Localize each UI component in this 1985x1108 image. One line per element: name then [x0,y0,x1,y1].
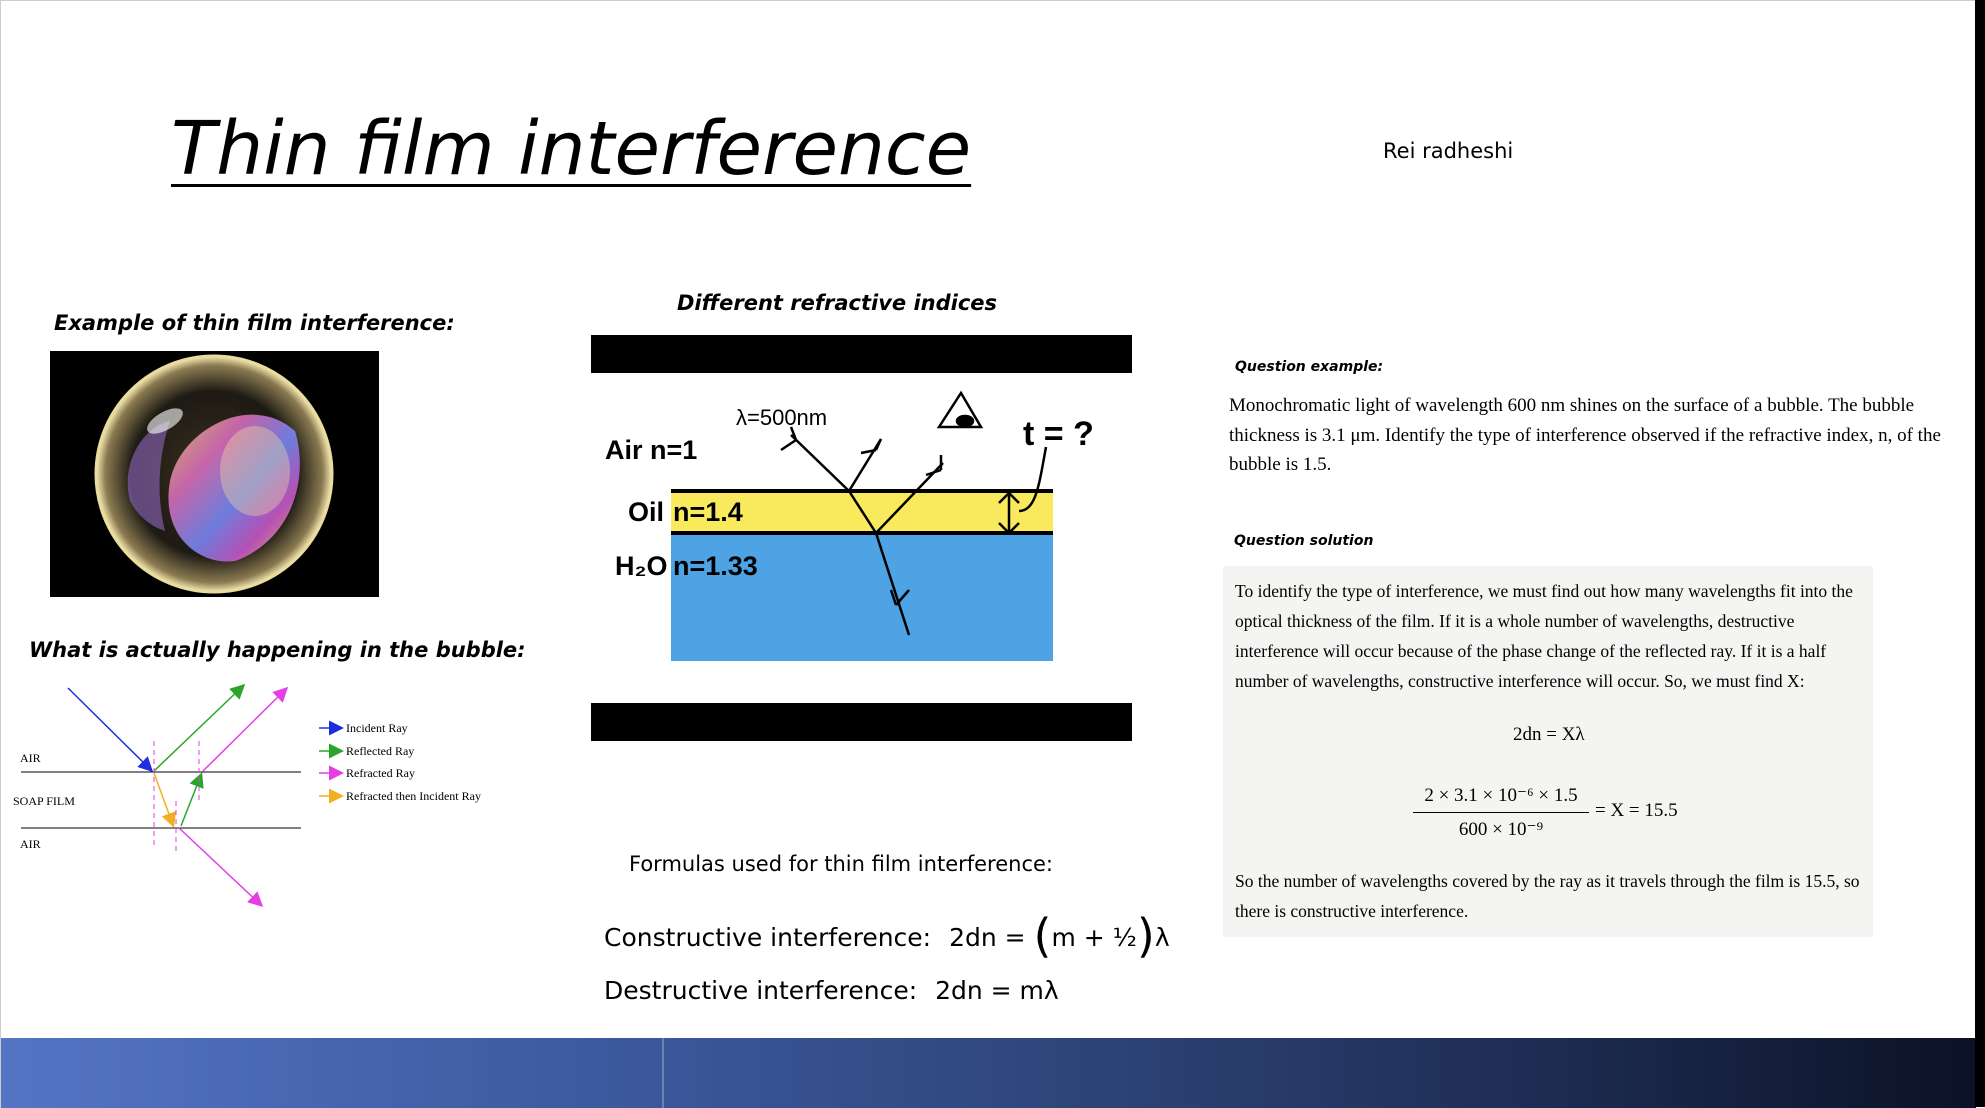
oil-index: n=1.4 [673,497,743,527]
layer-label: AIR [20,837,41,851]
constructive-lhs: 2dn = [949,923,1026,952]
layer-label: AIR [20,751,41,765]
top-bar [591,335,1132,373]
water-label: H₂O [615,551,668,581]
window-edge [1975,0,1985,1107]
soap-bubble-illustration [50,351,379,597]
destructive-formula [604,976,1059,1005]
solution-label: Question solution [1234,533,1374,549]
thickness-label: t = ? [1023,415,1094,453]
refracted-incident-ray [154,773,173,825]
wavelength-label: λ=500nm [736,405,828,430]
reflected-ray [154,686,243,771]
question-label: Question example: [1235,359,1384,375]
constructive-label: Constructive interference: [604,923,932,952]
legend-incident: Incident Ray [346,721,408,735]
question-text: Monochromatic light of wavelength 600 nm shines on the surface of a bubble. The bubble thickness is 3.1 μm. Identify the type of interference observed if the refractive index, n, of the bubble is 1.5. [1229,395,1941,475]
page-title: Thin film interference [171,106,972,192]
internal-reflected-ray [181,775,201,826]
air-label: Air n=1 [605,435,698,465]
water-index: n=1.33 [673,551,758,581]
soap-bubble-image [50,351,379,597]
legend-refracted-incident: Refracted then Incident Ray [346,789,481,803]
ray-diagram [11,681,506,921]
oil-label: Oil [628,497,665,527]
refraction-diagram-svg [591,335,1132,741]
author-name: Rei radheshi [1383,139,1514,163]
constructive-formula: Constructive interference: 2dn = (m + ½)λ [604,909,1170,963]
solution-conclusion: So the number of wavelengths covered by the ray as it travels through the film is 15.5, so there is constructive interference. [1235,871,1860,921]
fraction-denominator: 600 × 10⁻⁹ [1458,819,1544,840]
ray-diagram-svg [11,681,506,921]
solution-text: To identify the type of interference, we must find out how many wavelengths fit into the optical thickness of the film. If it is a whole number of wavelengths, destructive interference will occur because of the phase change of the reflected ray. If it is a half number of wavelengths, constructive interference will occur. So, we must find X: [1235,581,1853,691]
solution-box [1223,566,1873,937]
refracted-ray-down [179,828,261,905]
fraction-numerator: 2 × 3.1 × 10⁻⁶ × 1.5 [1413,784,1589,813]
refraction-heading: Different refractive indices [677,291,998,315]
constructive-paren-content: m + ½ [1051,923,1137,952]
slide-footer-bar [1,1038,1976,1108]
layer-label: SOAP FILM [13,794,75,808]
legend-reflected: Reflected Ray [346,744,415,758]
fraction-result: = X = 15.5 [1595,800,1678,821]
destructive-label: Destructive interference: [604,976,918,1005]
formulas-heading: Formulas used for thin film interference: [629,852,1053,876]
incident-ray [68,688,151,770]
refraction-diagram [591,335,1132,741]
equation-2dn: 2dn = Xλ [1513,724,1585,745]
bubble-diagram-heading: What is actually happening in the bubble: [29,638,526,662]
bottom-bar [591,703,1132,741]
destructive-expr: 2dn = mλ [935,976,1059,1005]
bubble-example-heading: Example of thin film interference: [54,311,455,335]
legend-refracted: Refracted Ray [346,766,415,780]
footer-divider [662,1038,664,1108]
constructive-lambda: λ [1154,923,1170,952]
refracted-ray-up [203,689,286,771]
